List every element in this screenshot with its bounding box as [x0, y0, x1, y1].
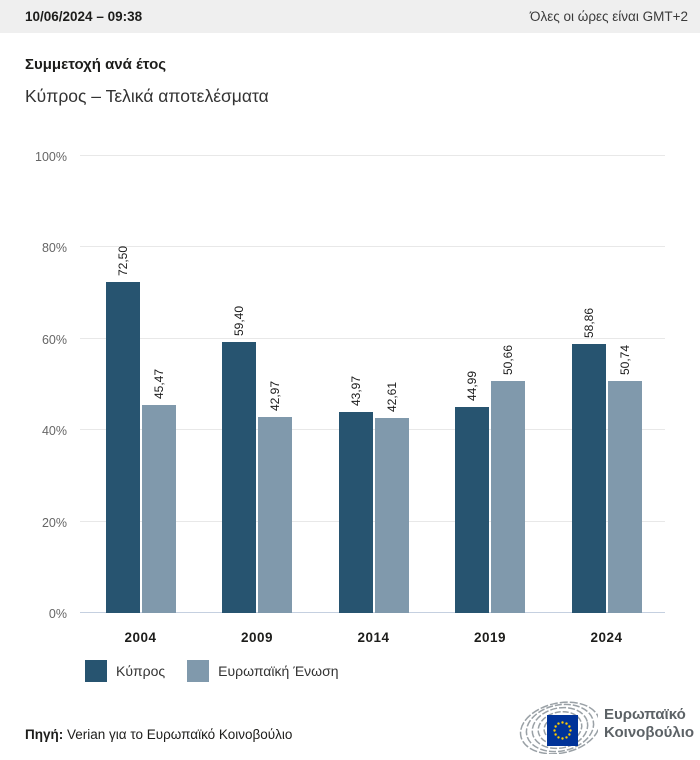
page-subtitle: Κύπρος – Τελικά αποτελέσματα [25, 86, 269, 106]
y-axis-tick: 80% [41, 241, 67, 256]
bar-2014-series0 [339, 412, 373, 613]
gridline-60% [80, 338, 665, 339]
european-parliament-logo [506, 694, 694, 754]
source-prefix: Πηγή: [25, 727, 64, 742]
legend-swatch-cyprus [85, 660, 107, 682]
x-axis-tick-2009: 2009 [240, 630, 274, 645]
gridline-80% [80, 246, 665, 247]
legend-item-eu [187, 660, 338, 682]
value-label: 59,40 [232, 305, 246, 336]
timezone-note: Όλες οι ώρες είναι GMT+2 [530, 9, 688, 24]
bar-2009-series1 [258, 417, 292, 613]
value-label: 45,47 [151, 369, 166, 400]
legend-label-cyprus: Κύπρος [116, 663, 166, 679]
plot-area [35, 150, 665, 645]
bar-2004-series0 [106, 282, 140, 613]
chart-legend [85, 660, 339, 682]
gridline-100% [80, 155, 665, 156]
bar-2024-series1 [608, 381, 642, 613]
timestamp: 10/06/2024 – 09:38 [25, 9, 143, 24]
value-label: 50,66 [501, 345, 515, 376]
source-line [25, 727, 292, 742]
y-axis-tick: 0% [48, 607, 67, 621]
header-bar [0, 0, 700, 33]
bar-2009-series0 [222, 342, 256, 613]
source-text: Verian για το Ευρωπαϊκό Κοινοβούλιο [63, 727, 293, 742]
legend-swatch-eu [187, 660, 209, 682]
eu-flag-icon [547, 715, 578, 746]
x-axis-tick-2004: 2004 [124, 630, 157, 645]
y-axis-tick: 100% [35, 150, 67, 164]
x-axis-tick-2019: 2019 [473, 630, 507, 645]
legend-label-eu: Ευρωπαϊκή Ένωση [218, 663, 339, 679]
ep-logo-line1: Ευρωπαϊκό [604, 705, 686, 723]
x-axis-tick-2024: 2024 [590, 630, 623, 645]
ep-hemicycle-icon [506, 694, 598, 754]
y-axis-tick: 40% [41, 424, 67, 439]
bar-2004-series1 [142, 405, 176, 613]
value-label: 42,97 [268, 380, 282, 411]
x-axis-tick-2014: 2014 [357, 630, 390, 645]
ep-logo-line2: Κοινοβούλιο [604, 724, 695, 741]
value-label: 43,97 [348, 376, 363, 407]
value-label: 58,86 [581, 307, 596, 339]
ep-logo-wordmark [604, 706, 694, 743]
value-label: 42,61 [384, 382, 399, 413]
legend-item-cyprus [85, 660, 165, 682]
page-title: Συμμετοχή ανά έτος [25, 56, 167, 73]
y-axis-tick: 20% [41, 515, 67, 530]
value-label: 50,74 [617, 345, 632, 376]
value-label: 72,50 [115, 245, 130, 276]
value-label: 44,99 [465, 371, 479, 402]
y-axis-tick: 60% [41, 332, 67, 347]
bar-2024-series0 [572, 344, 606, 613]
bar-2019-series1 [491, 381, 525, 613]
bar-2019-series0 [455, 407, 489, 613]
bar-2014-series1 [375, 418, 409, 613]
